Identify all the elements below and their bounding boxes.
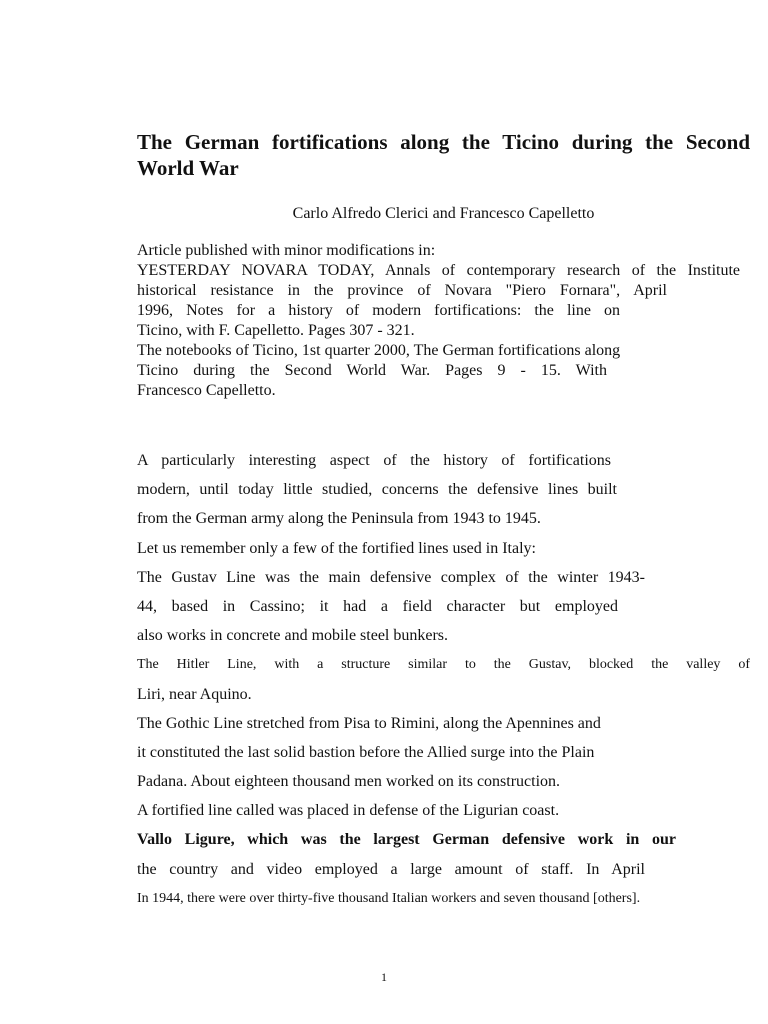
body-line: 44, based in Cassino; it had a field character but employed bbox=[137, 597, 618, 615]
pubinfo-line: 1996, Notes for a history of modern fortifications: the line on bbox=[137, 302, 620, 319]
body-line: Let us remember only a few of the fortified lines used in Italy: bbox=[137, 539, 536, 557]
body-line: The Gothic Line stretched from Pisa to Rimini, along the Apennines and bbox=[137, 714, 601, 732]
body-line: the country and video employed a large amount of staff. In April bbox=[137, 860, 645, 878]
body-line: Liri, near Aquino. bbox=[137, 685, 252, 703]
body-line: also works in concrete and mobile steel bunkers. bbox=[137, 627, 449, 645]
pubinfo-line: The notebooks of Ticino, 1st quarter 2000, The German fortifications along bbox=[137, 342, 621, 359]
body-line: A fortified line called was placed in defense of the Ligurian coast. bbox=[137, 802, 560, 820]
pubinfo-line: Francesco Capelletto. bbox=[137, 382, 276, 399]
body-line: Padana. About eighteen thousand men worked on its construction. bbox=[137, 773, 561, 791]
body-line: it constituted the last solid bastion before the Allied surge into the Plain bbox=[137, 743, 595, 761]
pubinfo-line: YESTERDAY NOVARA TODAY, Annals of contemporary research of the Institute bbox=[137, 262, 740, 279]
pubinfo-line: historical resistance in the province of Novara "Piero Fornara", April bbox=[137, 282, 667, 299]
pubinfo-line: Article published with minor modifications in: bbox=[137, 242, 436, 259]
authors-line: Carlo Alfredo Clerici and Francesco Capelletto bbox=[292, 205, 595, 222]
body-text bbox=[137, 446, 750, 913]
body-line: The Gustav Line was the main defensive complex of the winter 1943- bbox=[137, 568, 645, 586]
body-line: modern, until today little studied, concerns the defensive lines built bbox=[137, 481, 617, 499]
body-line: from the German army along the Peninsula from 1943 to 1945. bbox=[137, 510, 541, 528]
publication-info bbox=[137, 241, 757, 401]
body-line: The Hitler Line, with a structure similar to the Gustav, blocked the valley of bbox=[137, 657, 750, 673]
page-number: 1 bbox=[381, 970, 387, 984]
body-line: Vallo Ligure, which was the largest German defensive work in our bbox=[137, 831, 676, 849]
pubinfo-line: Ticino during the Second World War. Pages 9 - 15. With bbox=[137, 362, 607, 379]
pubinfo-line: Ticino, with F. Capelletto. Pages 307 - 321. bbox=[137, 322, 415, 339]
body-line: In 1944, there were over thirty-five thousand Italian workers and seven thousand [others]. bbox=[137, 890, 641, 906]
document-title: The German fortifications along the Ticino during the Second World War bbox=[137, 130, 750, 180]
body-line: A particularly interesting aspect of the history of fortifications bbox=[137, 452, 611, 469]
